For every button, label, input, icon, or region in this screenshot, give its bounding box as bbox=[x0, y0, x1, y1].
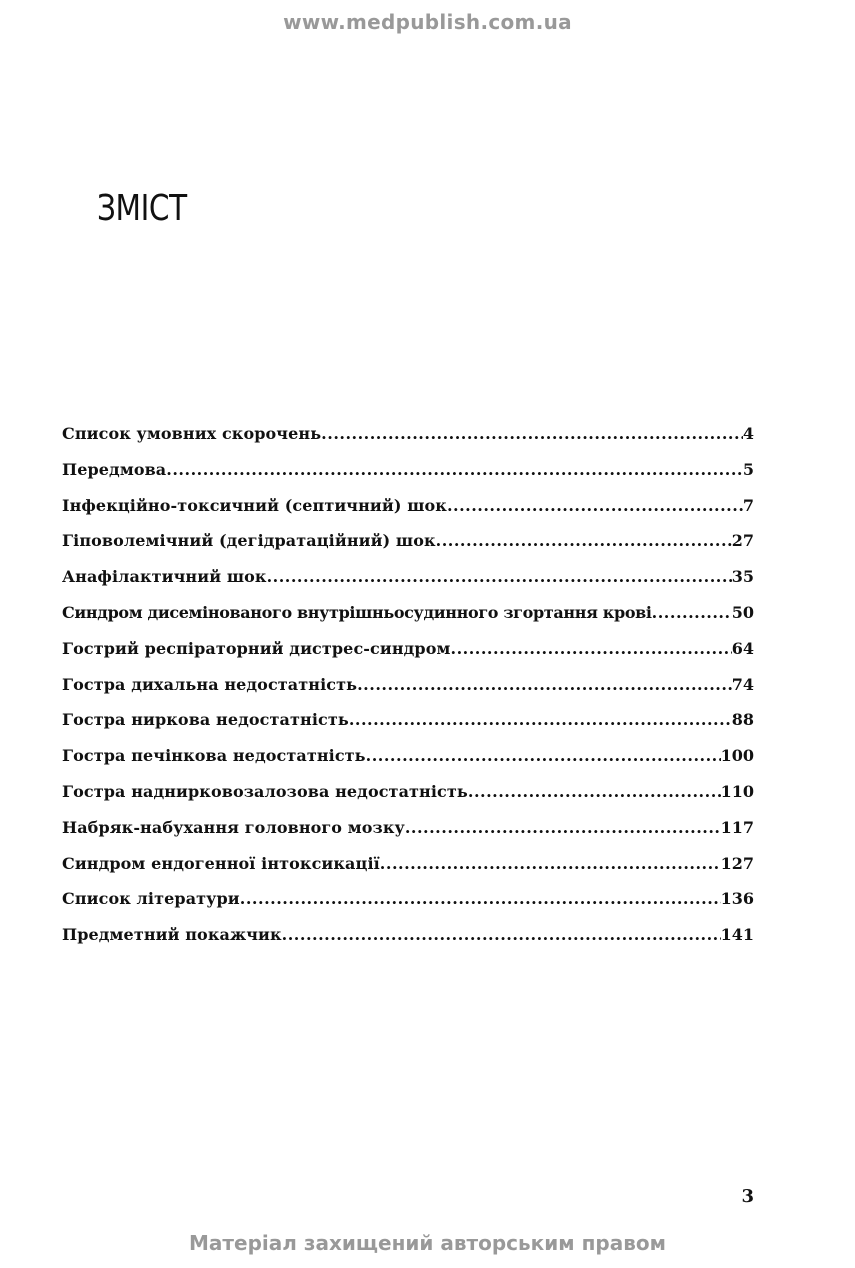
toc-entry bbox=[62, 460, 754, 496]
toc-entry-title: Список літератури bbox=[62, 889, 240, 909]
toc-entry bbox=[62, 496, 754, 532]
toc-dot-leader bbox=[282, 925, 721, 944]
toc-dot-leader bbox=[366, 746, 721, 765]
toc-entry bbox=[62, 782, 754, 818]
toc-entry-page: 50 bbox=[731, 602, 754, 622]
toc-entry-title: Анафілактичний шок bbox=[62, 567, 267, 587]
toc-entry bbox=[62, 889, 754, 925]
toc-entry-page: 5 bbox=[742, 459, 754, 479]
page-title: ЗМІСТ bbox=[97, 188, 187, 229]
toc-entry-page: 117 bbox=[720, 817, 754, 837]
toc-entry-title: Гостра наднирковозалозова недостатність bbox=[62, 781, 468, 801]
toc-entry bbox=[62, 639, 754, 675]
toc-entry bbox=[62, 818, 754, 854]
toc-entry bbox=[62, 710, 754, 746]
toc-entry-page: 74 bbox=[731, 674, 754, 694]
toc-dot-leader bbox=[436, 531, 732, 550]
toc-entry bbox=[62, 746, 754, 782]
toc-dot-leader bbox=[166, 460, 743, 479]
toc-entry bbox=[62, 854, 754, 890]
toc-entry-title: Передмова bbox=[62, 459, 167, 479]
toc-entry bbox=[62, 424, 754, 460]
header-watermark: www.medpublish.com.ua bbox=[283, 10, 572, 34]
toc-entry-page: 100 bbox=[720, 746, 754, 766]
toc-entry-page: 27 bbox=[731, 531, 754, 551]
toc-entry bbox=[62, 567, 754, 603]
toc-dot-leader bbox=[451, 639, 732, 658]
toc-entry-page: 110 bbox=[720, 781, 754, 801]
toc-entry-page: 127 bbox=[720, 853, 754, 873]
toc-entry-title: Синдром ендогенної інтоксикації bbox=[62, 853, 380, 873]
page-number: 3 bbox=[741, 1186, 754, 1207]
toc-entry-page: 64 bbox=[731, 638, 754, 658]
toc-entry-page: 136 bbox=[720, 889, 754, 909]
toc-entry-title: Інфекційно-токсичний (септичний) шок bbox=[62, 495, 447, 515]
toc-entry-title: Гостра ниркова недостатність bbox=[62, 710, 349, 730]
toc-dot-leader bbox=[267, 567, 732, 586]
toc-entry-title: Набряк-набухання головного мозку bbox=[62, 817, 405, 837]
toc-entry bbox=[62, 531, 754, 567]
toc-dot-leader bbox=[468, 782, 721, 801]
footer-watermark: Матеріал захищений авторським правом bbox=[189, 1231, 666, 1255]
toc-dot-leader bbox=[321, 424, 743, 443]
toc-entry-title: Синдром дисемінованого внутрішньосудинного згортання крові bbox=[62, 602, 652, 622]
toc-entry-page: 88 bbox=[731, 710, 754, 730]
toc-entry-page: 35 bbox=[731, 567, 754, 587]
toc-entry bbox=[62, 603, 754, 639]
toc-entry bbox=[62, 675, 754, 711]
toc-entry-page: 141 bbox=[720, 925, 754, 945]
toc-entry bbox=[62, 925, 754, 961]
toc-dot-leader bbox=[357, 675, 732, 694]
toc-entry-title: Гостра дихальна недостатність bbox=[62, 674, 358, 694]
table-of-contents bbox=[62, 424, 754, 961]
toc-entry-title: Предметний покажчик bbox=[62, 925, 282, 945]
toc-dot-leader bbox=[380, 854, 721, 873]
toc-dot-leader bbox=[405, 818, 721, 837]
toc-dot-leader bbox=[349, 710, 732, 729]
toc-entry-title: Гіповолемічний (дегідратаційний) шок bbox=[62, 531, 436, 551]
toc-entry-page: 4 bbox=[742, 424, 754, 443]
toc-entry-title: Гостра печінкова недостатність bbox=[62, 746, 366, 766]
toc-entry-title: Список умовних скорочень bbox=[62, 424, 322, 443]
toc-dot-leader bbox=[240, 889, 721, 908]
toc-dot-leader bbox=[652, 603, 732, 622]
toc-entry-title: Гострий респіраторний дистрес-синдром bbox=[62, 638, 451, 658]
toc-entry-page: 7 bbox=[742, 495, 754, 515]
toc-dot-leader bbox=[447, 496, 743, 515]
